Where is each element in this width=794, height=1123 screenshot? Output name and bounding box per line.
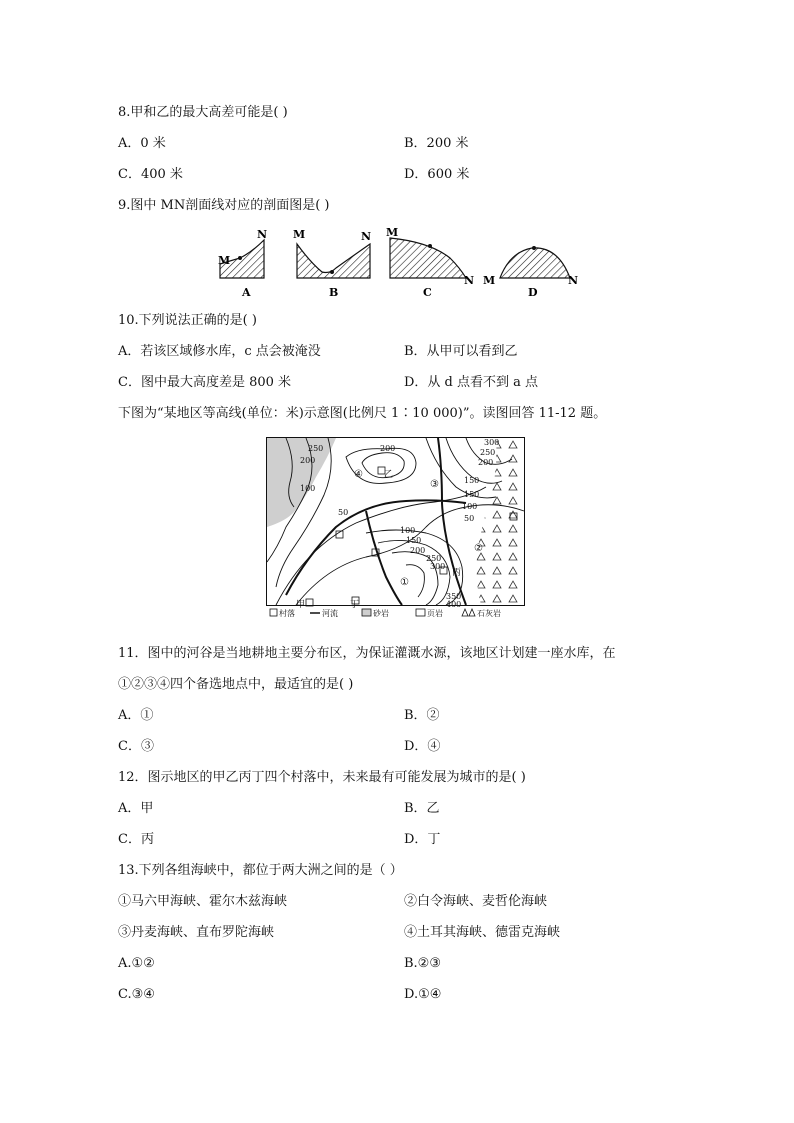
site-4: ④ <box>354 469 363 480</box>
q12-stem: 12．图示地区的甲乙丙丁四个村落中，未来最有可能发展为城市的是( ) <box>118 770 526 785</box>
q8-option-c: C．400 米 <box>118 167 183 182</box>
q11-option-d: D．④ <box>404 739 441 754</box>
q11-option-c: C．③ <box>118 739 154 754</box>
site-3: ③ <box>430 479 439 490</box>
q12-option-c: C．丙 <box>118 832 154 847</box>
profile-c-m: M <box>386 226 399 239</box>
contour-label-50-a: 50 <box>338 508 349 517</box>
legend-village: 村落 <box>279 609 295 618</box>
q11-stem-line2: ①②③④四个备选地点中，最适宜的是( ) <box>118 677 354 692</box>
contour-map <box>266 437 526 619</box>
q8-option-b: B．200 米 <box>404 136 469 151</box>
q11-option-a: A．① <box>118 708 154 723</box>
profile-c-n: N <box>464 274 475 287</box>
q10-option-c: C．图中最大高度差是 800 米 <box>118 375 292 390</box>
q8-option-a: A．0 米 <box>118 136 166 151</box>
q9-stem: 9.图中 MN剖面线对应的剖面图是( ) <box>118 198 330 213</box>
legend-river: 河流 <box>322 609 338 618</box>
profile-a-m: M <box>218 254 231 267</box>
q8-option-d: D．600 米 <box>404 167 470 182</box>
contour-label-250-c: 250 <box>426 554 442 563</box>
q10-option-d: D．从 d 点看不到 a 点 <box>404 375 539 390</box>
q10-option-a: A．若该区域修水库，c 点会被淹没 <box>118 344 321 359</box>
q12-option-d: D．丁 <box>404 832 441 847</box>
legend-shale: 页岩 <box>427 609 443 618</box>
q13-item-4: ④土耳其海峡、德雷克海峡 <box>404 925 561 940</box>
q13-item-3: ③丹麦海峡、直布罗陀海峡 <box>118 925 275 940</box>
profile-d <box>483 246 578 299</box>
profile-b-m: M <box>293 228 306 241</box>
village-ding: 丁 <box>350 600 360 610</box>
q13-item-2: ②白令海峡、麦哲伦海峡 <box>404 894 548 909</box>
contour-label-250-a: 250 <box>308 444 324 453</box>
village-yi: 乙 <box>384 470 394 480</box>
contour-label-150-c: 150 <box>406 536 422 545</box>
q9-profile-figure <box>210 222 590 302</box>
contour-label-150-b: 150 <box>464 490 480 499</box>
contour-label-100-c: 100 <box>400 526 416 535</box>
contour-label-200-d: 200 <box>410 546 426 555</box>
profile-b <box>293 228 371 299</box>
profile-c <box>386 226 474 299</box>
profile-d-m: M <box>483 274 496 287</box>
q13-option-c: C.③④ <box>118 987 155 1002</box>
site-2: ② <box>474 543 483 554</box>
q8-stem: 8.甲和乙的最大高差可能是( ) <box>118 105 288 120</box>
profile-d-n: N <box>568 274 579 287</box>
q12-option-b: B．乙 <box>404 801 440 816</box>
q10-option-b: B．从甲可以看到乙 <box>404 344 518 359</box>
village-bing: 丙 <box>452 568 462 578</box>
q12-option-a: A．甲 <box>118 801 154 816</box>
contour-label-50-b: 50 <box>464 514 475 523</box>
contour-label-250-b: 250 <box>480 448 496 457</box>
contour-label-200-b: 200 <box>380 444 396 453</box>
profile-b-n: N <box>361 230 372 243</box>
q13-stem: 13.下列各组海峡中，都位于两大洲之间的是（ ） <box>118 863 403 878</box>
profile-b-label: B <box>329 286 339 299</box>
village-jia: 甲 <box>296 600 306 610</box>
profile-c-label: C <box>423 286 432 299</box>
q13-option-d: D.①④ <box>404 987 442 1002</box>
site-1: ① <box>400 577 409 588</box>
contour-label-300-b: 300 <box>430 562 446 571</box>
contour-label-200-c: 200 <box>478 458 494 467</box>
q13-option-b: B.②③ <box>404 956 441 971</box>
profile-a-n: N <box>257 228 268 241</box>
contour-label-150-a: 150 <box>464 476 480 485</box>
contour-label-100-b: 100 <box>462 502 478 511</box>
profile-d-label: D <box>528 286 538 299</box>
profile-a-label: A <box>242 286 251 299</box>
legend-limestone: 石灰岩 <box>477 609 501 618</box>
profile-a <box>218 228 267 299</box>
contour-label-400: 400 <box>446 600 462 609</box>
contour-label-350: 350 <box>446 592 462 601</box>
q11-option-b: B．② <box>404 708 440 723</box>
legend-sandstone: 砂岩 <box>373 609 389 618</box>
map-intro: 下图为“某地区等高线(单位：米)示意图(比例尺 1∶10 000)”。读图回答 11-12 题。 <box>118 406 607 421</box>
contour-label-200-a: 200 <box>300 456 316 465</box>
contour-label-100-a: 100 <box>300 484 316 493</box>
q11-stem-line1: 11．图中的河谷是当地耕地主要分布区，为保证灌溉水源，该地区计划建一座水库，在 <box>118 646 616 661</box>
contour-label-300-a: 300 <box>484 438 500 447</box>
q10-stem: 10.下列说法正确的是( ) <box>118 313 257 328</box>
q13-option-a: A.①② <box>118 956 155 971</box>
q13-item-1: ①马六甲海峡、霍尔木兹海峡 <box>118 894 288 909</box>
